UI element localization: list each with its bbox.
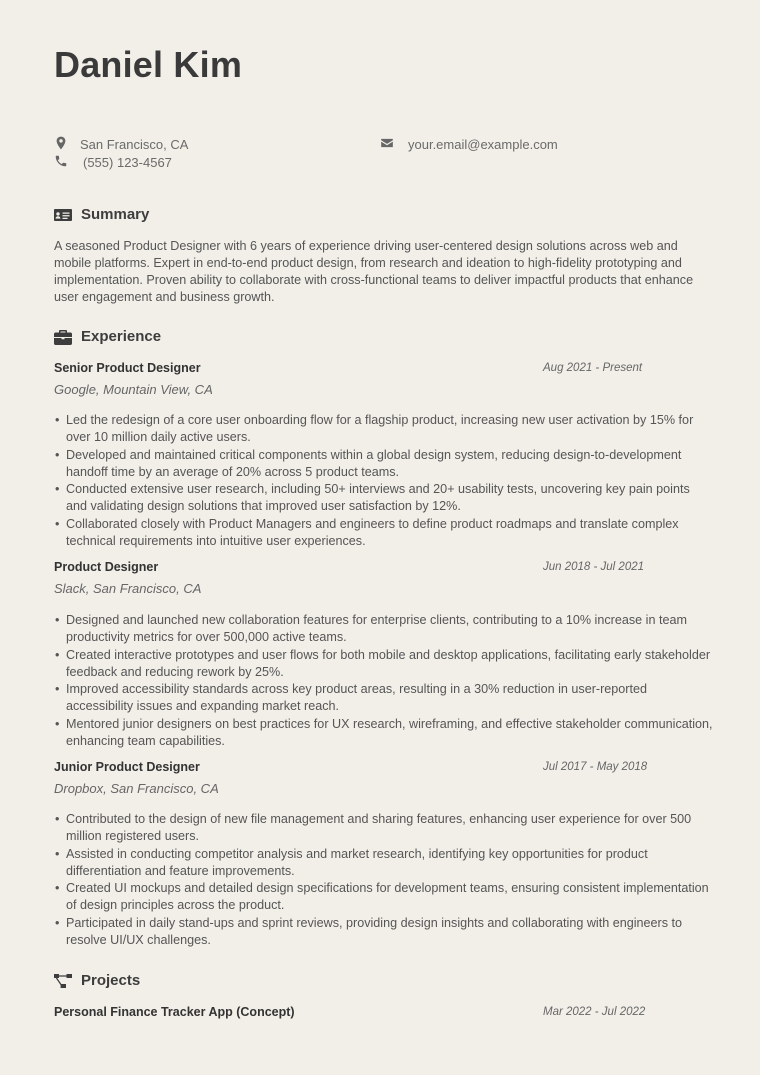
experience-title: Experience xyxy=(81,328,162,345)
list-item: • Improved accessibility standards across key product areas, resulting in a 30% reduction in user-reported accessibility issues and expanding market reach. xyxy=(54,681,714,716)
phone-text: (555) 123-4567 xyxy=(83,155,172,170)
job-bullets xyxy=(54,412,714,550)
job-dates: Jun 2018 - Jul 2021 xyxy=(543,561,645,573)
project-dates: Mar 2022 - Jul 2022 xyxy=(543,1006,646,1018)
job-bullets xyxy=(54,811,714,949)
project-diagram-icon xyxy=(54,973,72,989)
list-item: • Participated in daily stand-ups and sprint reviews, providing design insights and collaborating with engineers to resolve UI/UX challenges. xyxy=(54,915,714,950)
list-item: • Created interactive prototypes and user flows for both mobile and desktop applications, facilitating early stakeholder feedback and reducing rework by 25%. xyxy=(54,647,714,682)
job-dates: Jul 2017 - May 2018 xyxy=(543,761,648,773)
job-company: Slack, San Francisco, CA xyxy=(54,581,202,596)
email-text: your.email@example.com xyxy=(408,137,558,152)
list-item: • Created UI mockups and detailed design specifications for development teams, ensuring consistent implementation of design principles across the product. xyxy=(54,880,714,915)
envelope-icon xyxy=(380,136,394,150)
job-company: Google, Mountain View, CA xyxy=(54,382,213,397)
job-title: Senior Product Designer xyxy=(54,361,201,375)
list-item: • Collaborated closely with Product Managers and engineers to define product roadmaps and translate complex technical requirements into intuitive user experiences. xyxy=(54,516,714,551)
project-title: Personal Finance Tracker App (Concept) xyxy=(54,1005,295,1019)
list-item: • Mentored junior designers on best practices for UX research, wireframing, and effective stakeholder communication, enhancing team capabilities. xyxy=(54,716,714,751)
job-dates: Aug 2021 - Present xyxy=(543,362,643,374)
briefcase-icon xyxy=(54,329,72,345)
list-item: • Contributed to the design of new file management and sharing features, enhancing user experience for over 500 million registered users. xyxy=(54,811,714,846)
candidate-name: Daniel Kim xyxy=(54,44,243,85)
projects-title: Projects xyxy=(81,972,141,989)
map-pin-icon xyxy=(54,136,68,150)
list-item: • Conducted extensive user research, including 50+ interviews and 20+ usability tests, uncovering key pain points and validating design solutions that improved user satisfaction by 12%. xyxy=(54,481,714,516)
phone-icon xyxy=(54,154,68,168)
summary-text: A seasoned Product Designer with 6 years of experience driving user-centered design solutions across web and mobile platforms. Expert in end-to-end product design, from research and ideation to high-fidelity prototyping and implementation. Proven ability to collaborate with cross-functional teams to deliver impactful products that enhance user engagement and business growth. xyxy=(54,239,694,304)
list-item: • Designed and launched new collaboration features for enterprise clients, contributing to a 10% increase in team productivity metrics for over 500,000 active teams. xyxy=(54,612,714,647)
job-title: Junior Product Designer xyxy=(54,760,200,774)
location-text: San Francisco, CA xyxy=(80,137,189,152)
job-bullets xyxy=(54,612,714,750)
summary-title: Summary xyxy=(81,206,150,223)
job-title: Product Designer xyxy=(54,560,159,574)
list-item: • Led the redesign of a core user onboarding flow for a flagship product, increasing new user activation by 15% for over 10 million daily active users. xyxy=(54,412,714,447)
list-item: • Developed and maintained critical components within a global design system, reducing design-to-development handoff time by an average of 20% across 5 product teams. xyxy=(54,447,714,482)
id-card-icon xyxy=(54,207,72,223)
job-company: Dropbox, San Francisco, CA xyxy=(54,781,219,796)
list-item: • Assisted in conducting competitor analysis and market research, identifying key opportunities for product differentiation and feature improvements. xyxy=(54,846,714,881)
